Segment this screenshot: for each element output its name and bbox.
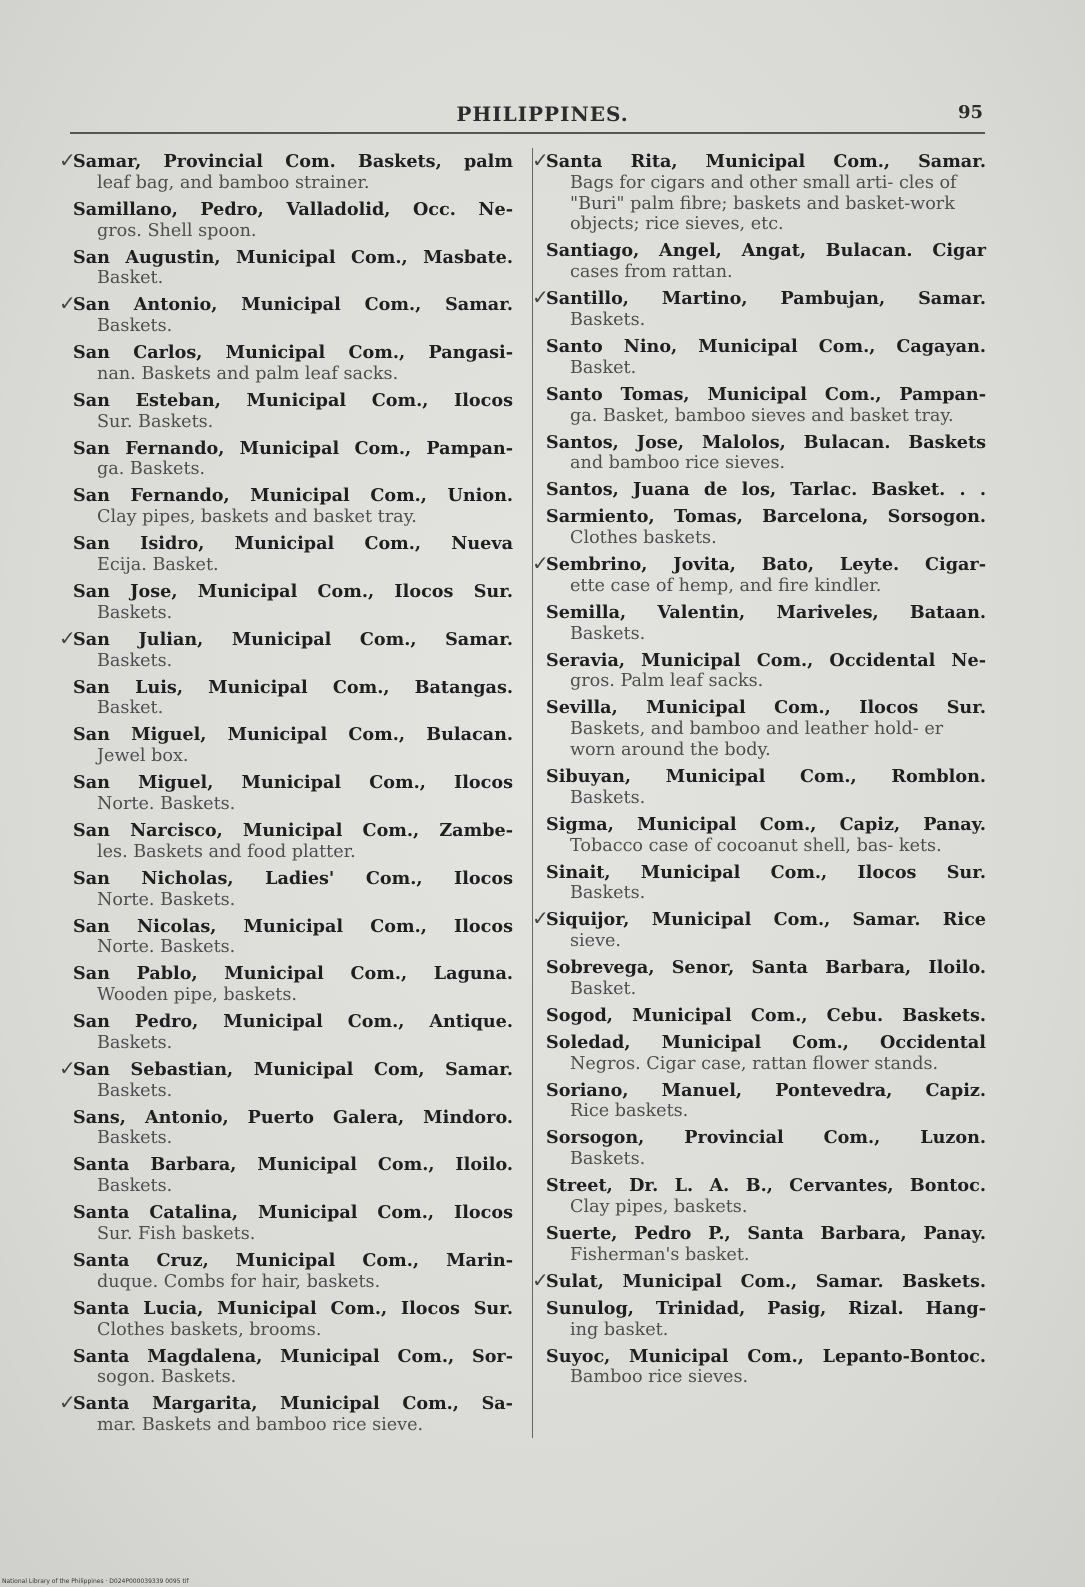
check-mark-icon: ✓ [532,148,549,172]
directory-entry [546,337,986,379]
check-mark-icon: ✓ [532,906,549,931]
entry-heading: Santa Barbara, Municipal Com., Iloilo. [73,1154,513,1176]
entry-description: gros. Palm leaf sacks. [570,671,764,692]
footer-note: National Library of the Philippines · D024P000039339 0095 tif [2,1578,189,1585]
entry-heading: Sans, Antonio, Puerto Galera, Mindoro. [73,1106,513,1128]
directory-entry [73,486,513,528]
check-mark-icon: ✓ [532,285,549,310]
entry-heading: Suyoc, Municipal Com., Lepanto-Bontoc. [546,1345,986,1367]
entry-heading: Santiago, Angel, Angat, Bulacan. Cigar [546,240,986,262]
directory-entry [546,1081,986,1123]
entry-description: Clay pipes, baskets. [570,1197,748,1217]
directory-entry [73,200,513,242]
check-mark-icon: ✓ [59,1390,76,1415]
entry-description: cases from rattan. [570,262,733,283]
directory-entry [73,1251,513,1293]
left-column [59,148,513,1442]
directory-entry [546,863,986,905]
right-column [532,148,986,1394]
directory-entry [73,1299,513,1341]
directory-entry [73,1203,513,1245]
entry-heading: Suerte, Pedro P., Santa Barbara, Panay. [546,1222,986,1244]
directory-entry [73,1012,513,1054]
entry-heading: San Nicolas, Municipal Com., Ilocos [73,915,513,937]
entry-heading: Santa Cruz, Municipal Com., Marin- [73,1249,513,1271]
entry-description: Wooden pipe, baskets. [97,985,297,1006]
directory-entry [59,1390,513,1436]
entry-heading: San Fernando, Municipal Com., Pampan- [73,437,513,459]
entry-description: Basket. [97,698,164,719]
entry-heading: Santa Magdalena, Municipal Com., Sor- [73,1345,513,1367]
entry-description: leaf bag, and bamboo strainer. [97,172,370,193]
directory-entry [546,958,986,1000]
entry-description: nan. Baskets and palm leaf sacks. [97,363,399,384]
entry-description: Basket. [570,978,637,999]
entry-description: Clothes baskets. [570,528,717,549]
directory-entry [73,1155,513,1197]
directory-entry [73,343,513,385]
directory-entry [546,385,986,427]
entry-heading: San Miguel, Municipal Com., Ilocos [73,772,513,794]
directory-entry [546,1033,986,1075]
entry-heading: San Augustin, Municipal Com., Masbate. [73,246,513,268]
entry-heading: Samar, Provincial Com. Baskets, palm [73,151,513,172]
check-mark-icon: ✓ [532,551,549,576]
directory-entry [59,625,513,672]
directory-entry [546,1176,986,1218]
entry-heading: Street, Dr. L. A. B., Cervantes, Bontoc. [546,1175,986,1197]
entry-heading: Sembrino, Jovita, Bato, Leyte. Cigar- [546,554,986,576]
entry-description: les. Baskets and food platter. [97,841,356,862]
check-mark-icon: ✓ [59,1055,76,1080]
page-number: 95 [958,102,984,123]
entry-description: Baskets. [570,1149,646,1170]
entry-heading: Sorsogon, Provincial Com., Luzon. [546,1127,986,1149]
entry-heading: Sunulog, Trinidad, Pasig, Rizal. Hang- [546,1297,986,1319]
entry-description: Tobacco case of cocoanut shell, bas- kets. [570,835,942,856]
directory-entry [546,651,986,693]
directory-entry [546,1006,986,1027]
entry-description: Baskets. [97,1080,173,1101]
entry-heading: San Carlos, Municipal Com., Pangasi- [73,342,513,364]
entry-heading: Soledad, Municipal Com., Occidental [546,1031,986,1053]
entry-description: ing basket. [570,1319,669,1340]
directory-entry [73,678,513,720]
entry-heading: San Julian, Municipal Com., Samar. [73,628,513,650]
check-mark-icon: ✓ [59,291,76,316]
entry-heading: San Jose, Municipal Com., Ilocos Sur. [73,581,513,603]
entry-heading: Santillo, Martino, Pambujan, Samar. [546,288,986,310]
page-title: PHILIPPINES. [456,102,629,126]
entry-description: Norte. Baskets. [97,793,236,814]
directory-entry [59,148,513,194]
entry-description: Baskets. [97,316,173,337]
entry-heading: San Fernando, Municipal Com., Union. [73,485,513,507]
entry-description: Baskets. [570,787,646,808]
directory-entry [532,1267,986,1293]
entry-heading: Santos, Jose, Malolos, Bulacan. Baskets [546,431,986,453]
entry-heading: Sogod, Municipal Com., Cebu. Baskets. [546,1004,986,1026]
directory-entry [73,1347,513,1389]
entry-heading: Sigma, Municipal Com., Capiz, Panay. [546,813,986,835]
directory-entry [546,433,986,475]
entry-description: sieve. [570,931,622,952]
directory-entry [73,391,513,433]
directory-entry [546,603,986,645]
directory-entry [73,248,513,290]
entry-description: mar. Baskets and bamboo rice sieve. [97,1415,424,1436]
entry-description: Negros. Cigar case, rattan flower stands. [570,1053,939,1074]
directory-entry [546,1128,986,1170]
directory-entry [73,869,513,911]
entry-description: Clay pipes, baskets and basket tray. [97,507,417,528]
directory-entry [546,480,986,501]
entry-description: Fisherman's basket. [570,1244,750,1265]
entry-description: sogon. Baskets. [97,1367,237,1388]
entry-description: Baskets. [97,602,173,623]
check-mark-icon: ✓ [532,1267,549,1292]
entry-heading: Santa Margarita, Municipal Com., Sa- [73,1393,513,1415]
entry-heading: San Narcisco, Municipal Com., Zambe- [73,819,513,841]
entry-description: and bamboo rice sieves. [570,453,786,474]
directory-entry [532,148,986,235]
directory-entry [546,241,986,283]
entry-heading: Santa Rita, Municipal Com., Samar. [546,151,986,172]
entry-heading: San Pedro, Municipal Com., Antique. [73,1011,513,1033]
entry-description: Baskets. [97,1128,173,1149]
entry-description: gros. Shell spoon. [97,220,257,241]
entry-heading: Sarmiento, Tomas, Barcelona, Sorsogon. [546,506,986,528]
entry-heading: San Isidro, Municipal Com., Nueva [73,533,513,555]
entry-heading: San Pablo, Municipal Com., Laguna. [73,963,513,985]
entry-heading: San Esteban, Municipal Com., Ilocos [73,389,513,411]
directory-entry [73,534,513,576]
entry-description: ga. Basket, bamboo sieves and basket tray. [570,405,954,426]
directory-entry [73,917,513,959]
directory-entry [546,1224,986,1266]
entry-heading: Samillano, Pedro, Valladolid, Occ. Ne- [73,198,513,220]
directory-entry [73,773,513,815]
entry-heading: San Sebastian, Municipal Com, Samar. [73,1058,513,1080]
column-divider [532,148,533,1438]
entry-description: Rice baskets. [570,1101,689,1122]
directory-entry [73,964,513,1006]
directory-entry [59,291,513,337]
directory-entry [73,725,513,767]
entry-heading: Sevilla, Municipal Com., Ilocos Sur. [546,697,986,719]
entry-heading: San Miguel, Municipal Com., Bulacan. [73,724,513,746]
directory-entry [546,507,986,549]
entry-heading: Santo Tomas, Municipal Com., Pampan- [546,383,986,405]
directory-entry [546,1299,986,1341]
entry-description: Sur. Baskets. [97,411,214,432]
entry-description: Norte. Baskets. [97,937,236,958]
entry-heading: Santo Nino, Municipal Com., Cagayan. [546,335,986,357]
entry-description: Baskets. [570,883,646,904]
directory-entry [546,1347,986,1389]
entry-description: Ecija. Basket. [97,555,219,576]
entry-heading: Santa Lucia, Municipal Com., Ilocos Sur. [73,1297,513,1319]
directory-entry [546,698,986,760]
entry-description: Bamboo rice sieves. [570,1367,749,1388]
directory-entry [546,815,986,857]
entry-heading: San Luis, Municipal Com., Batangas. [73,676,513,698]
entry-description: Bags for cigars and other small arti- cles of "Buri" palm fibre; baskets and basket-work objects; rice sieves, etc. [570,172,957,235]
entry-heading: San Antonio, Municipal Com., Samar. [73,294,513,316]
directory-entry [532,906,986,952]
entry-heading: Semilla, Valentin, Mariveles, Bataan. [546,601,986,623]
entry-description: ette case of hemp, and fire kindler. [570,575,882,596]
entry-description: Baskets, and bamboo and leather hold- er worn around the body. [570,719,944,760]
directory-entry [532,551,986,597]
directory-entry [59,1055,513,1102]
entry-description: Baskets. [97,1032,173,1053]
entry-description: Basket. [97,268,164,289]
entry-heading: Santa Catalina, Municipal Com., Ilocos [73,1202,513,1224]
entry-description: Baskets. [570,623,646,644]
entry-description: Clothes baskets, brooms. [97,1319,322,1340]
entry-description: Norte. Baskets. [97,889,236,910]
entry-heading: San Nicholas, Ladies' Com., Ilocos [73,867,513,889]
entry-heading: Sobrevega, Senor, Santa Barbara, Iloilo. [546,957,986,979]
entry-heading: Sinait, Municipal Com., Ilocos Sur. [546,861,986,883]
entry-heading: Sulat, Municipal Com., Samar. Baskets. [546,1270,986,1292]
check-mark-icon: ✓ [59,625,76,650]
entry-heading: Siquijor, Municipal Com., Samar. Rice [546,909,986,931]
header-rule [70,132,985,134]
entry-description: Jewel box. [97,746,189,767]
entry-description: Sur. Fish baskets. [97,1223,256,1244]
entry-heading: Santos, Juana de los, Tarlac. Basket. . . [546,479,986,501]
directory-entry [546,767,986,809]
entry-description: Baskets. [570,309,646,330]
entry-description: Baskets. [97,650,173,671]
entry-description: Baskets. [97,1176,173,1197]
entry-description: duque. Combs for hair, baskets. [97,1271,381,1292]
directory-entry [73,439,513,481]
check-mark-icon: ✓ [59,148,76,172]
directory-entry [73,821,513,863]
entry-description: ga. Baskets. [97,459,206,480]
entry-heading: Seravia, Municipal Com., Occidental Ne- [546,649,986,671]
entry-heading: Sibuyan, Municipal Com., Romblon. [546,765,986,787]
directory-entry [532,285,986,331]
directory-entry [73,582,513,624]
directory-entry [73,1108,513,1150]
entry-heading: Soriano, Manuel, Pontevedra, Capiz. [546,1079,986,1101]
entry-description: Basket. [570,357,637,378]
